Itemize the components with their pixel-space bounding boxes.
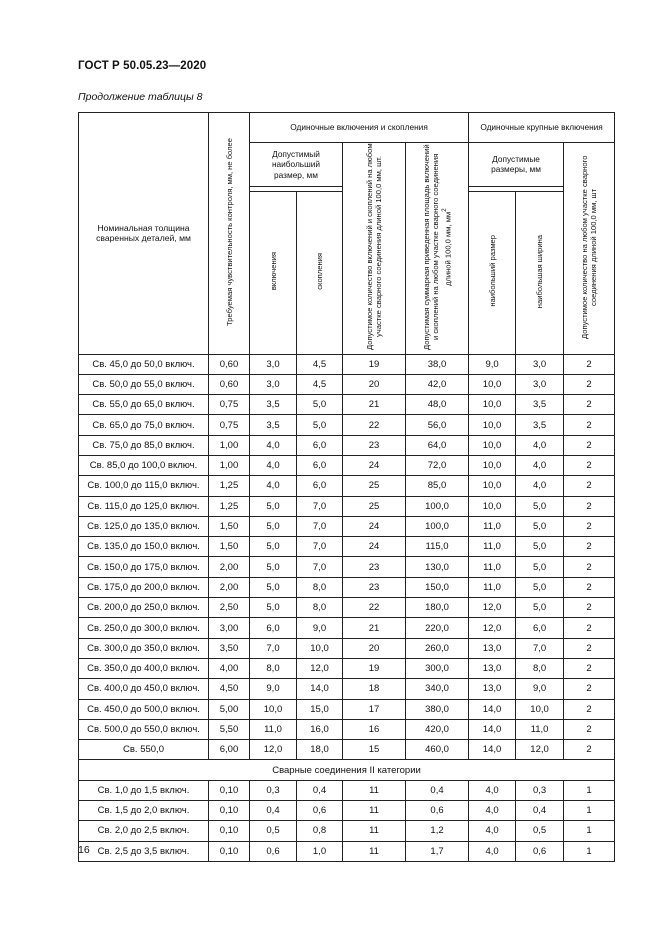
cell-inclusion-size: 3,0 — [250, 354, 297, 374]
cell-sensitivity: 0,75 — [209, 395, 250, 415]
cell-thickness: Св. 300,0 до 350,0 включ. — [79, 638, 209, 658]
cell-inclusion-size: 10,0 — [250, 699, 297, 719]
cell-thickness: Св. 55,0 до 65,0 включ. — [79, 395, 209, 415]
cell-inclusion-size: 5,0 — [250, 598, 297, 618]
header-inclusions — [250, 191, 297, 354]
cell-sum-area: 150,0 — [406, 577, 469, 597]
cell-count: 16 — [343, 719, 406, 739]
table-row — [79, 435, 615, 455]
cell-cluster-size: 4,5 — [297, 354, 343, 374]
header-group-single: Одиночные включения и скопления — [250, 113, 469, 143]
cell-inclusion-size: 7,0 — [250, 638, 297, 658]
cell-cluster-size: 15,0 — [297, 699, 343, 719]
cell-widest-size: 3,5 — [516, 415, 564, 435]
cell-count: 20 — [343, 638, 406, 658]
cell-largest-size: 14,0 — [469, 740, 516, 760]
cell-cluster-size: 4,5 — [297, 374, 343, 394]
table-row — [79, 658, 615, 678]
table-row — [79, 557, 615, 577]
cell-sum-area: 100,0 — [406, 516, 469, 536]
cell-cluster-size: 6,0 — [297, 435, 343, 455]
header-count — [343, 143, 406, 355]
cell-widest-size: 4,0 — [516, 476, 564, 496]
cell-cluster-size: 14,0 — [297, 679, 343, 699]
cell-largest-size: 12,0 — [469, 598, 516, 618]
cell-cluster-size: 5,0 — [297, 395, 343, 415]
cell-sensitivity: 5,50 — [209, 719, 250, 739]
cell-cluster-size: 0,8 — [297, 821, 343, 841]
cell-large-count: 2 — [564, 537, 615, 557]
cell-largest-size: 10,0 — [469, 374, 516, 394]
cell-large-count: 2 — [564, 679, 615, 699]
cell-sum-area: 0,6 — [406, 801, 469, 821]
header-sum-area — [406, 143, 469, 355]
cell-sum-area: 115,0 — [406, 537, 469, 557]
cell-large-count: 1 — [564, 841, 615, 861]
cell-largest-size: 10,0 — [469, 395, 516, 415]
cell-widest-size: 5,0 — [516, 516, 564, 536]
cell-count: 23 — [343, 557, 406, 577]
cell-thickness: Св. 250,0 до 300,0 включ. — [79, 618, 209, 638]
cell-thickness: Св. 85,0 до 100,0 включ. — [79, 455, 209, 475]
header-widest — [516, 191, 564, 354]
cell-sum-area: 220,0 — [406, 618, 469, 638]
cell-count: 24 — [343, 537, 406, 557]
cell-inclusion-size: 3,5 — [250, 415, 297, 435]
cell-thickness: Св. 2,0 до 2,5 включ. — [79, 821, 209, 841]
cell-largest-size: 10,0 — [469, 415, 516, 435]
header-inclusions-text: включения — [268, 252, 278, 291]
cell-large-count: 2 — [564, 476, 615, 496]
cell-sum-area: 340,0 — [406, 679, 469, 699]
cell-sensitivity: 0,10 — [209, 780, 250, 800]
cell-inclusion-size: 4,0 — [250, 476, 297, 496]
table-row — [79, 638, 615, 658]
cell-count: 25 — [343, 496, 406, 516]
cell-inclusion-size: 0,3 — [250, 780, 297, 800]
cell-widest-size: 10,0 — [516, 699, 564, 719]
cell-sum-area: 260,0 — [406, 638, 469, 658]
cell-thickness: Св. 150,0 до 175,0 включ. — [79, 557, 209, 577]
cell-sum-area: 42,0 — [406, 374, 469, 394]
cell-cluster-size: 10,0 — [297, 638, 343, 658]
header-sensitivity-text: Требуемая чувствительность контроля, мм, не более — [224, 138, 234, 326]
cell-widest-size: 7,0 — [516, 638, 564, 658]
cell-sum-area: 300,0 — [406, 658, 469, 678]
table-body — [79, 354, 615, 861]
cell-sum-area: 64,0 — [406, 435, 469, 455]
table-row — [79, 496, 615, 516]
cell-thickness: Св. 135,0 до 150,0 включ. — [79, 537, 209, 557]
cell-thickness: Св. 115,0 до 125,0 включ. — [79, 496, 209, 516]
cell-largest-size: 13,0 — [469, 679, 516, 699]
cell-thickness: Св. 45,0 до 50,0 включ. — [79, 354, 209, 374]
cell-widest-size: 5,0 — [516, 577, 564, 597]
cell-thickness: Св. 400,0 до 450,0 включ. — [79, 679, 209, 699]
cell-cluster-size: 5,0 — [297, 415, 343, 435]
cell-sensitivity: 1,00 — [209, 455, 250, 475]
cell-widest-size: 3,5 — [516, 395, 564, 415]
cell-widest-size: 4,0 — [516, 435, 564, 455]
table-row — [79, 537, 615, 557]
cell-largest-size: 4,0 — [469, 841, 516, 861]
cell-inclusion-size: 0,5 — [250, 821, 297, 841]
table-row — [79, 476, 615, 496]
cell-cluster-size: 8,0 — [297, 598, 343, 618]
cell-count: 25 — [343, 476, 406, 496]
cell-largest-size: 13,0 — [469, 638, 516, 658]
cell-large-count: 2 — [564, 638, 615, 658]
cell-sensitivity: 1,25 — [209, 476, 250, 496]
cell-thickness: Св. 200,0 до 250,0 включ. — [79, 598, 209, 618]
cell-cluster-size: 7,0 — [297, 537, 343, 557]
table-row — [79, 577, 615, 597]
cell-cluster-size: 9,0 — [297, 618, 343, 638]
cell-thickness: Св. 350,0 до 400,0 включ. — [79, 658, 209, 678]
cell-widest-size: 3,0 — [516, 374, 564, 394]
header-large-count-text: Допустимое количество на любом участке сварного соединения длиной 100,0 мм, шт — [580, 155, 599, 339]
cell-inclusion-size: 5,0 — [250, 496, 297, 516]
cell-largest-size: 9,0 — [469, 354, 516, 374]
cell-count: 23 — [343, 577, 406, 597]
header-group-large: Одиночные крупные включения — [469, 113, 615, 143]
header-thickness: Номинальная толщина сваренных деталей, мм — [79, 113, 209, 355]
cell-thickness: Св. 125,0 до 135,0 включ. — [79, 516, 209, 536]
cell-cluster-size: 0,4 — [297, 780, 343, 800]
cell-count: 19 — [343, 658, 406, 678]
cell-inclusion-size: 8,0 — [250, 658, 297, 678]
cell-inclusion-size: 9,0 — [250, 679, 297, 699]
cell-cluster-size: 16,0 — [297, 719, 343, 739]
cell-sensitivity: 0,10 — [209, 821, 250, 841]
cell-sum-area: 38,0 — [406, 354, 469, 374]
table-row — [79, 618, 615, 638]
table-row — [79, 455, 615, 475]
header-widest-text: наибольшая ширина — [535, 234, 545, 308]
cell-large-count: 2 — [564, 455, 615, 475]
table-row — [79, 516, 615, 536]
cell-large-count: 2 — [564, 415, 615, 435]
header-largest — [469, 191, 516, 354]
table-caption: Продолжение таблицы 8 — [78, 91, 203, 103]
cell-sum-area: 180,0 — [406, 598, 469, 618]
cell-sum-area: 72,0 — [406, 455, 469, 475]
cell-large-count: 2 — [564, 496, 615, 516]
cell-thickness: Св. 65,0 до 75,0 включ. — [79, 415, 209, 435]
table-row — [79, 374, 615, 394]
cell-sum-area: 85,0 — [406, 476, 469, 496]
header-sensitivity — [209, 113, 250, 355]
cell-thickness: Св. 1,0 до 1,5 включ. — [79, 780, 209, 800]
cell-widest-size: 8,0 — [516, 658, 564, 678]
document-id: ГОСТ Р 50.05.23—2020 — [78, 60, 207, 72]
cell-count: 24 — [343, 455, 406, 475]
cell-largest-size: 11,0 — [469, 577, 516, 597]
cell-large-count: 2 — [564, 395, 615, 415]
cell-inclusion-size: 3,5 — [250, 395, 297, 415]
header-large-count — [564, 143, 615, 355]
table-row — [79, 780, 615, 800]
cell-large-count: 2 — [564, 516, 615, 536]
cell-widest-size: 5,0 — [516, 537, 564, 557]
cell-sensitivity: 1,50 — [209, 537, 250, 557]
header-clusters-text: скопления — [315, 252, 324, 290]
cell-cluster-size: 18,0 — [297, 740, 343, 760]
cell-inclusion-size: 5,0 — [250, 557, 297, 577]
header-clusters — [297, 191, 343, 354]
cell-sum-area: 100,0 — [406, 496, 469, 516]
cell-cluster-size: 7,0 — [297, 516, 343, 536]
header-largest-text: наибольший размер — [487, 235, 497, 308]
cell-large-count: 1 — [564, 780, 615, 800]
section-title: Сварные соединения II категории — [79, 760, 615, 780]
header-max-size: Допустимый наибольший размер, мм — [250, 143, 343, 187]
cell-widest-size: 3,0 — [516, 354, 564, 374]
cell-sum-area: 48,0 — [406, 395, 469, 415]
table-row — [79, 841, 615, 861]
cell-cluster-size: 7,0 — [297, 496, 343, 516]
table-row — [79, 801, 615, 821]
cell-largest-size: 13,0 — [469, 658, 516, 678]
cell-largest-size: 10,0 — [469, 435, 516, 455]
cell-large-count: 1 — [564, 821, 615, 841]
cell-large-count: 2 — [564, 699, 615, 719]
table-row — [79, 679, 615, 699]
header-sum-area-label: Допустимая суммарная приведенная площадь включений и скоплений на любом участке сварного соединения длиной 100,0 мм, мм — [421, 144, 453, 350]
cell-sensitivity: 0,75 — [209, 415, 250, 435]
cell-inclusion-size: 5,0 — [250, 516, 297, 536]
cell-sensitivity: 2,00 — [209, 577, 250, 597]
cell-large-count: 2 — [564, 598, 615, 618]
cell-count: 18 — [343, 679, 406, 699]
cell-sensitivity: 0,10 — [209, 801, 250, 821]
cell-sum-area: 380,0 — [406, 699, 469, 719]
table-row — [79, 740, 615, 760]
cell-largest-size: 4,0 — [469, 821, 516, 841]
cell-inclusion-size: 0,6 — [250, 841, 297, 861]
cell-largest-size: 11,0 — [469, 537, 516, 557]
cell-inclusion-size: 6,0 — [250, 618, 297, 638]
cell-count: 17 — [343, 699, 406, 719]
cell-count: 22 — [343, 415, 406, 435]
cell-widest-size: 0,6 — [516, 841, 564, 861]
cell-widest-size: 6,0 — [516, 618, 564, 638]
cell-thickness: Св. 1,5 до 2,0 включ. — [79, 801, 209, 821]
cell-inclusion-size: 11,0 — [250, 719, 297, 739]
table-row — [79, 415, 615, 435]
cell-cluster-size: 8,0 — [297, 577, 343, 597]
cell-thickness: Св. 75,0 до 85,0 включ. — [79, 435, 209, 455]
cell-count: 20 — [343, 374, 406, 394]
cell-inclusion-size: 5,0 — [250, 577, 297, 597]
cell-sum-area: 130,0 — [406, 557, 469, 577]
cell-thickness: Св. 450,0 до 500,0 включ. — [79, 699, 209, 719]
cell-largest-size: 10,0 — [469, 476, 516, 496]
cell-large-count: 2 — [564, 719, 615, 739]
cell-sensitivity: 0,60 — [209, 374, 250, 394]
cell-widest-size: 4,0 — [516, 455, 564, 475]
cell-sensitivity: 2,00 — [209, 557, 250, 577]
cell-inclusion-size: 4,0 — [250, 435, 297, 455]
cell-large-count: 2 — [564, 740, 615, 760]
cell-sensitivity: 4,50 — [209, 679, 250, 699]
table-row — [79, 699, 615, 719]
cell-count: 19 — [343, 354, 406, 374]
cell-thickness: Св. 2,5 до 3,5 включ. — [79, 841, 209, 861]
cell-thickness: Св. 175,0 до 200,0 включ. — [79, 577, 209, 597]
cell-cluster-size: 6,0 — [297, 455, 343, 475]
page-number: 16 — [78, 844, 90, 856]
cell-sum-area: 420,0 — [406, 719, 469, 739]
cell-count: 22 — [343, 598, 406, 618]
table-row — [79, 598, 615, 618]
cell-count: 21 — [343, 618, 406, 638]
cell-sensitivity: 0,10 — [209, 841, 250, 861]
cell-sum-area: 0,4 — [406, 780, 469, 800]
cell-large-count: 2 — [564, 658, 615, 678]
cell-large-count: 2 — [564, 577, 615, 597]
cell-count: 21 — [343, 395, 406, 415]
cell-sum-area: 460,0 — [406, 740, 469, 760]
cell-sensitivity: 4,00 — [209, 658, 250, 678]
cell-largest-size: 14,0 — [469, 719, 516, 739]
cell-sensitivity: 2,50 — [209, 598, 250, 618]
cell-large-count: 2 — [564, 557, 615, 577]
cell-largest-size: 4,0 — [469, 801, 516, 821]
cell-widest-size: 0,5 — [516, 821, 564, 841]
cell-large-count: 2 — [564, 618, 615, 638]
table-row — [79, 354, 615, 374]
cell-largest-size: 11,0 — [469, 557, 516, 577]
header-count-text: Допустимое количество включений и скоплений на любом участке сварного соединения длиной 100,0 мм, шт. — [365, 143, 383, 351]
cell-thickness: Св. 50,0 до 55,0 включ. — [79, 374, 209, 394]
cell-sensitivity: 5,00 — [209, 699, 250, 719]
cell-widest-size: 0,3 — [516, 780, 564, 800]
cell-widest-size: 5,0 — [516, 557, 564, 577]
cell-widest-size: 5,0 — [516, 496, 564, 516]
cell-widest-size: 9,0 — [516, 679, 564, 699]
cell-sum-area: 56,0 — [406, 415, 469, 435]
table-row — [79, 719, 615, 739]
cell-sensitivity: 0,60 — [209, 354, 250, 374]
cell-largest-size: 10,0 — [469, 496, 516, 516]
cell-count: 11 — [343, 801, 406, 821]
cell-large-count: 2 — [564, 374, 615, 394]
cell-sensitivity: 3,00 — [209, 618, 250, 638]
cell-cluster-size: 12,0 — [297, 658, 343, 678]
header-allowed-sizes: Допустимые размеры, мм — [469, 143, 564, 187]
cell-inclusion-size: 0,4 — [250, 801, 297, 821]
cell-largest-size: 14,0 — [469, 699, 516, 719]
cell-sensitivity: 1,50 — [209, 516, 250, 536]
cell-sensitivity: 1,25 — [209, 496, 250, 516]
cell-thickness: Св. 500,0 до 550,0 включ. — [79, 719, 209, 739]
cell-count: 23 — [343, 435, 406, 455]
cell-large-count: 2 — [564, 435, 615, 455]
cell-count: 11 — [343, 841, 406, 861]
cell-widest-size: 0,4 — [516, 801, 564, 821]
cell-inclusion-size: 5,0 — [250, 537, 297, 557]
inclusions-table — [78, 112, 615, 862]
cell-largest-size: 11,0 — [469, 516, 516, 536]
cell-thickness: Св. 550,0 — [79, 740, 209, 760]
cell-large-count: 1 — [564, 801, 615, 821]
cell-inclusion-size: 4,0 — [250, 455, 297, 475]
cell-sensitivity: 1,00 — [209, 435, 250, 455]
cell-thickness: Св. 100,0 до 115,0 включ. — [79, 476, 209, 496]
cell-cluster-size: 0,6 — [297, 801, 343, 821]
cell-count: 11 — [343, 780, 406, 800]
cell-cluster-size: 1,0 — [297, 841, 343, 861]
cell-count: 11 — [343, 821, 406, 841]
cell-largest-size: 4,0 — [469, 780, 516, 800]
cell-sum-area: 1,2 — [406, 821, 469, 841]
cell-widest-size: 12,0 — [516, 740, 564, 760]
cell-cluster-size: 7,0 — [297, 557, 343, 577]
cell-inclusion-size: 3,0 — [250, 374, 297, 394]
cell-large-count: 2 — [564, 354, 615, 374]
cell-sum-area: 1,7 — [406, 841, 469, 861]
cell-widest-size: 5,0 — [516, 598, 564, 618]
cell-largest-size: 12,0 — [469, 618, 516, 638]
table-row — [79, 395, 615, 415]
cell-cluster-size: 6,0 — [297, 476, 343, 496]
cell-inclusion-size: 12,0 — [250, 740, 297, 760]
cell-sensitivity: 3,50 — [209, 638, 250, 658]
cell-count: 24 — [343, 516, 406, 536]
header-sum-area-sup: 2 — [440, 208, 448, 212]
cell-count: 15 — [343, 740, 406, 760]
cell-largest-size: 10,0 — [469, 455, 516, 475]
table-row — [79, 821, 615, 841]
header-sum-area-text — [422, 143, 453, 351]
cell-sensitivity: 6,00 — [209, 740, 250, 760]
cell-widest-size: 11,0 — [516, 719, 564, 739]
section-row — [79, 760, 615, 780]
